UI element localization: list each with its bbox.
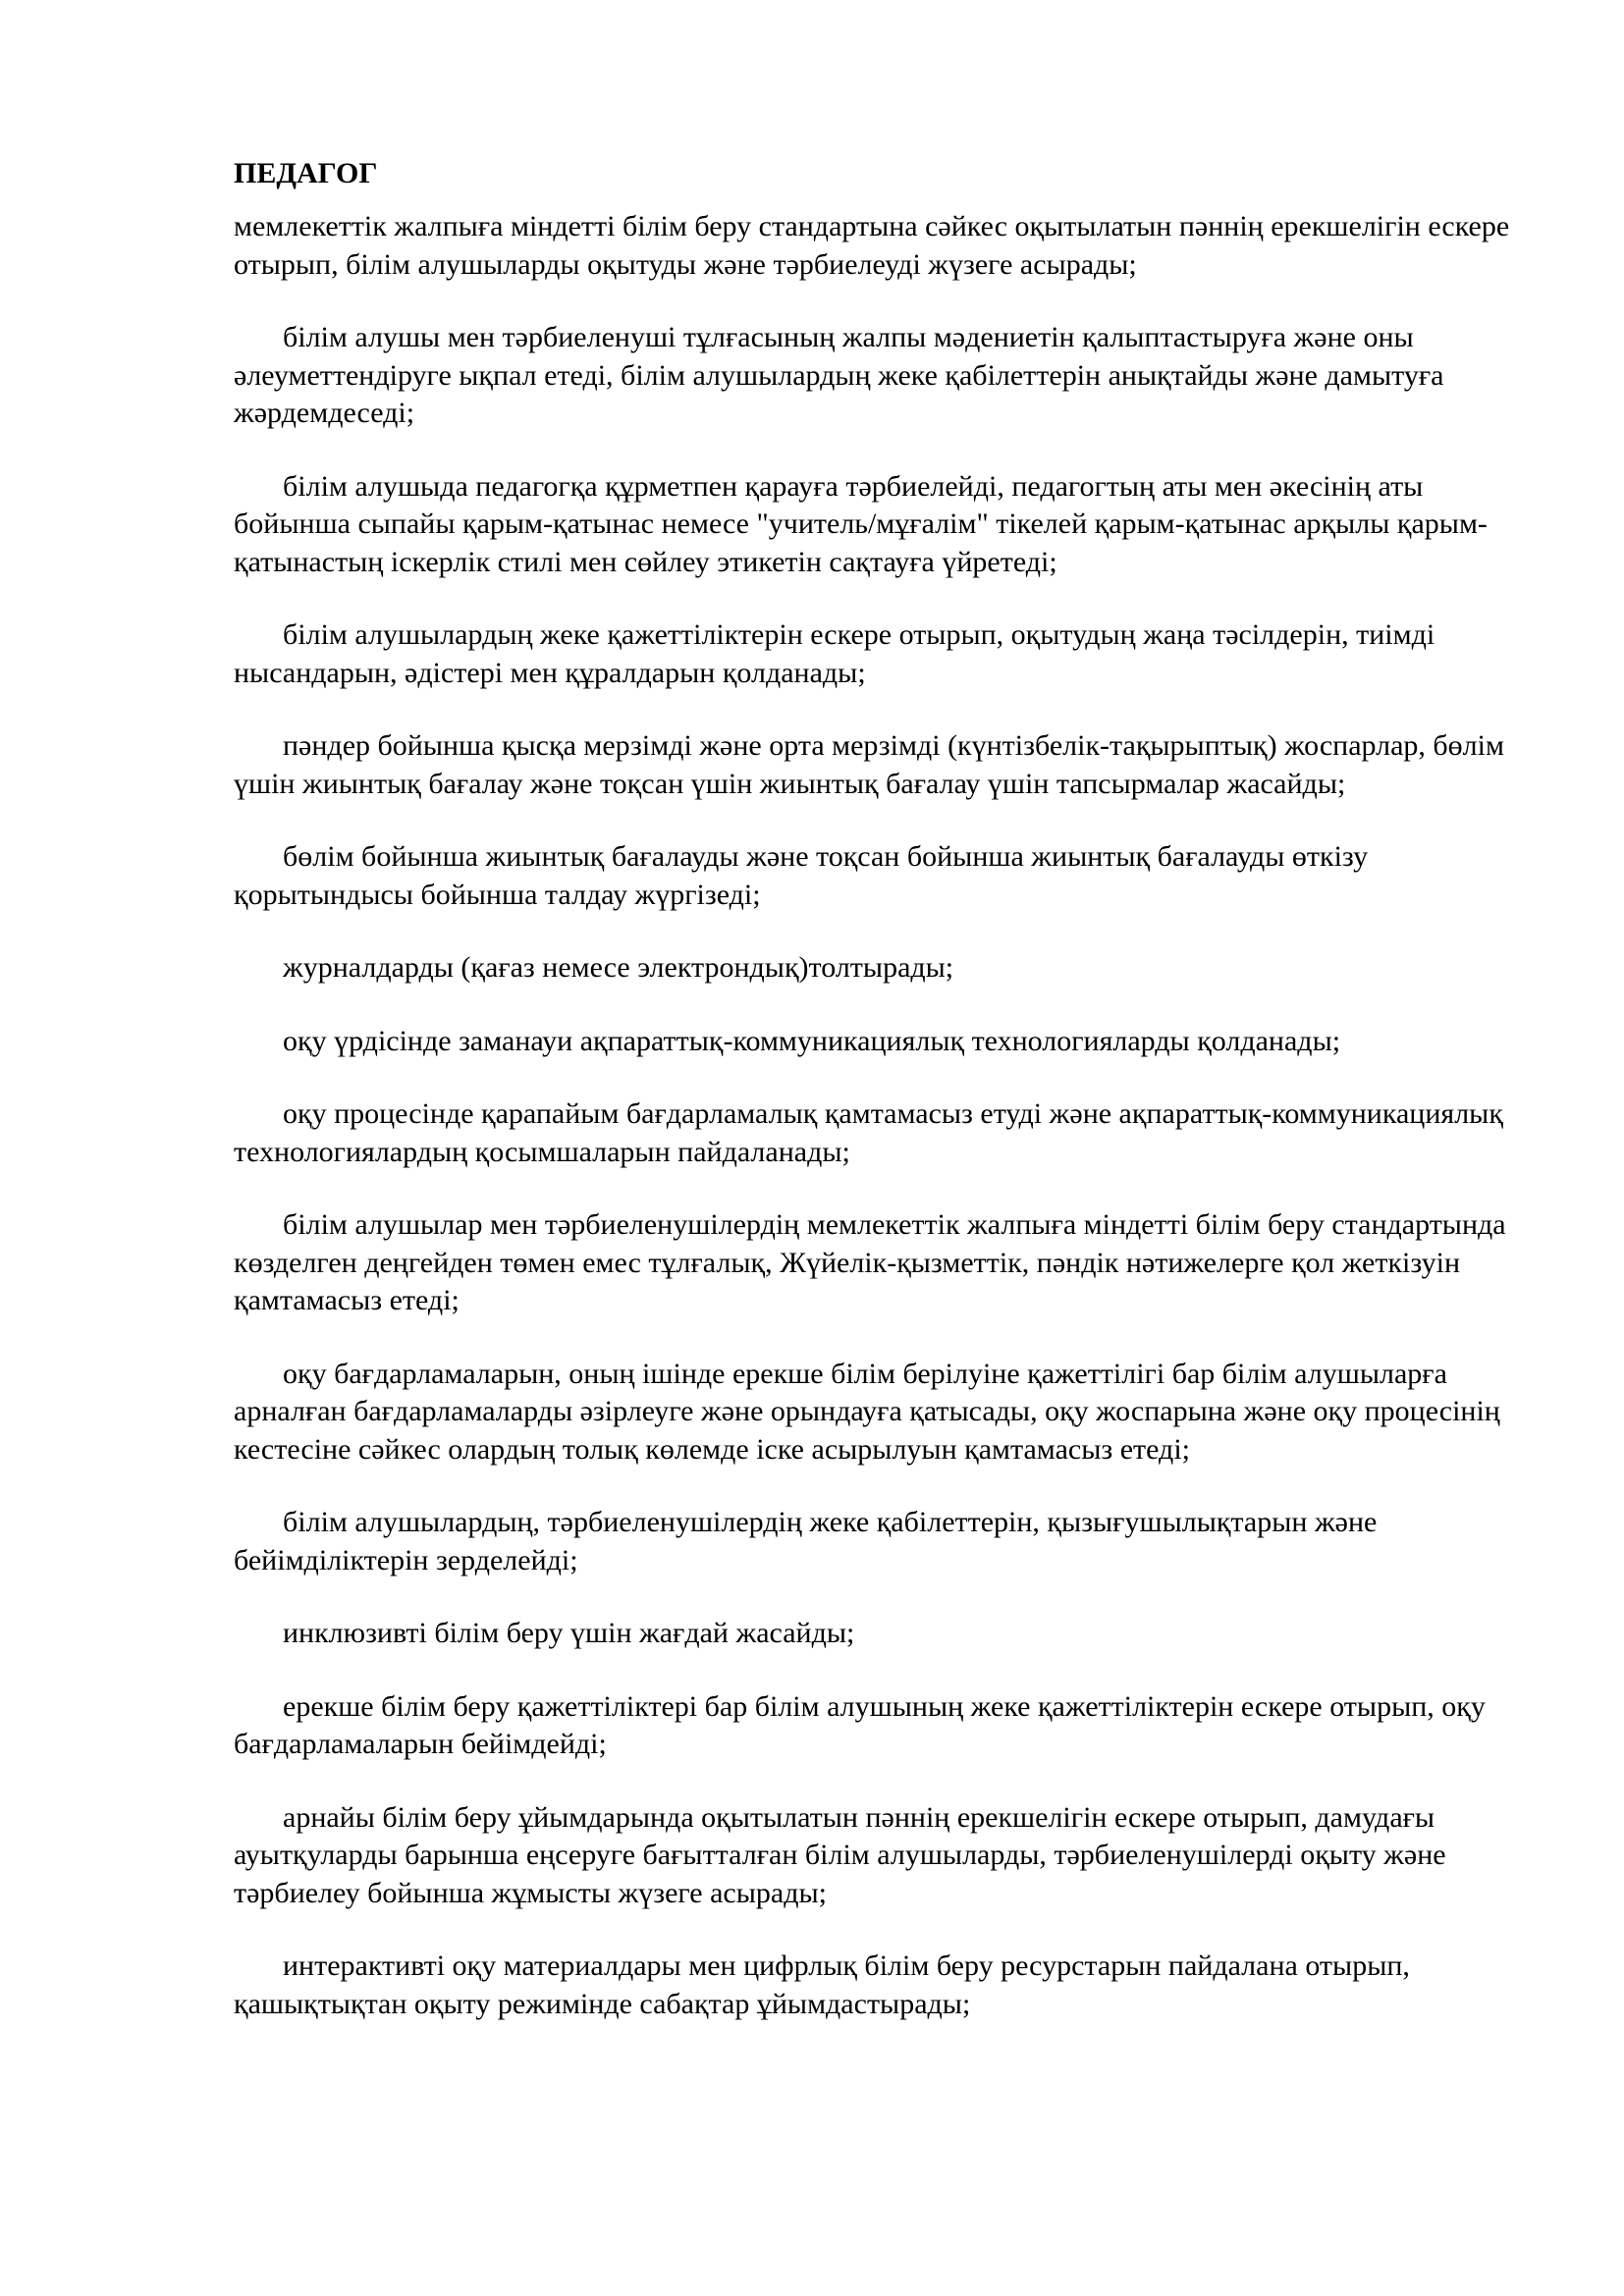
duty-paragraph: білім алушылардың жеке қажеттіліктерін ескере отырып, оқытудың жаңа тәсілдерін, тиімді нысандарын, әдістері мен құралдарын қолданады; — [234, 618, 1435, 689]
duty-paragraph: білім алушыда педагогқа құрметпен қарауға тәрбиелейді, педагогтың аты мен әкесінің аты бойынша сыпайы қарым-қатынас немесе "учитель/мұғалім" тікелей қарым-қатынас арқылы қарым-қатынастың іскерлік стилі мен сөйлеу этикетін сақтауға үйретеді; — [234, 469, 1488, 578]
duty-paragraph: арнайы білім беру ұйымдарында оқытылатын пәннің ерекшелігін ескере отырып, дамудағы ауытқуларды барынша еңсеруге бағытталған білім алушыларды, тәрбиеленушілерді оқыту және тәрбиелеу бойынша жұмысты жүзеге асырады; — [234, 1800, 1446, 1909]
duty-paragraph: пәндер бойынша қысқа мерзімді және орта мерзімді (күнтізбелік-тақырыптық) жоспарлар, бөлім үшін жиынтық бағалау және тоқсан үшін жиынтық бағалау үшін тапсырмалар жасайды; — [234, 729, 1504, 800]
duty-paragraph: білім алушылардың, тәрбиеленушілердің жеке қабілеттерін, қызығушылықтарын және бейімділіктерін зерделейді; — [234, 1506, 1378, 1576]
duty-paragraph: мемлекеттік жалпыға міндетті білім беру стандартына сәйкес оқытылатын пәннің ерекшелігін ескере отырып, білім алушыларды оқытуды және тәрбиелеуді жүзеге асырады; — [234, 210, 1510, 281]
duty-paragraph: оқу процесінде қарапайым бағдарламалық қамтамасыз етуді және ақпараттық-коммуникациялық технологиялардың қосымшаларын пайдаланады; — [234, 1097, 1503, 1168]
duty-paragraph: инклюзивті білім беру үшін жағдай жасайды; — [283, 1617, 855, 1649]
duty-paragraph: ерекше білім беру қажеттіліктері бар білім алушының жеке қажеттіліктерін ескере отырып, оқу бағдарламаларын бейімдейді; — [234, 1689, 1486, 1760]
document-body — [234, 155, 1520, 2058]
duty-paragraph: бөлім бойынша жиынтық бағалауды және тоқсан бойынша жиынтық бағалауды өткізу қорытындысы бойынша талдау жүргізеді; — [234, 840, 1369, 911]
duty-paragraph: білім алушы мен тәрбиеленуші тұлғасының жалпы мәдениетін қалыптастыруға және оны әлеуметтендіруге ықпал етеді, білім алушылардың жеке қабілеттерін анықтайды және дамытуға жәрдемдеседі; — [234, 321, 1444, 429]
duty-paragraph: білім алушылар мен тәрбиеленушілердің мемлекеттік жалпыға міндетті білім беру стандартында көзделген деңгейден төмен емес тұлғалық, Жүйелік-қызметтік, пәндік нәтижелерге қол жеткізуін қамтамасыз етеді; — [234, 1208, 1506, 1316]
duty-paragraph: оқу үрдісінде заманауи ақпараттық-коммуникациялық технологияларды қолданады; — [283, 1024, 1341, 1057]
duty-paragraph: интерактивті оқу материалдары мен цифрлық білім беру ресурстарын пайдалана отырып, қашықтықтан оқыту режимінде сабақтар ұйымдастырады; — [234, 1949, 1410, 2020]
document-title: ПЕДАГОГ — [234, 157, 378, 189]
duty-paragraph: журналдарды (қағаз немесе электрондық)толтырады; — [283, 951, 954, 984]
duty-paragraph: оқу бағдарламаларын, оның ішінде ерекше білім берілуіне қажеттілігі бар білім алушыларға арналған бағдарламаларды әзірлеуге және орындауға қатысады, оқу жоспарына және оқу процесінің кестесіне сәйкес олардың толық көлемде іске асырылуын қамтамасыз етеді; — [234, 1357, 1500, 1466]
